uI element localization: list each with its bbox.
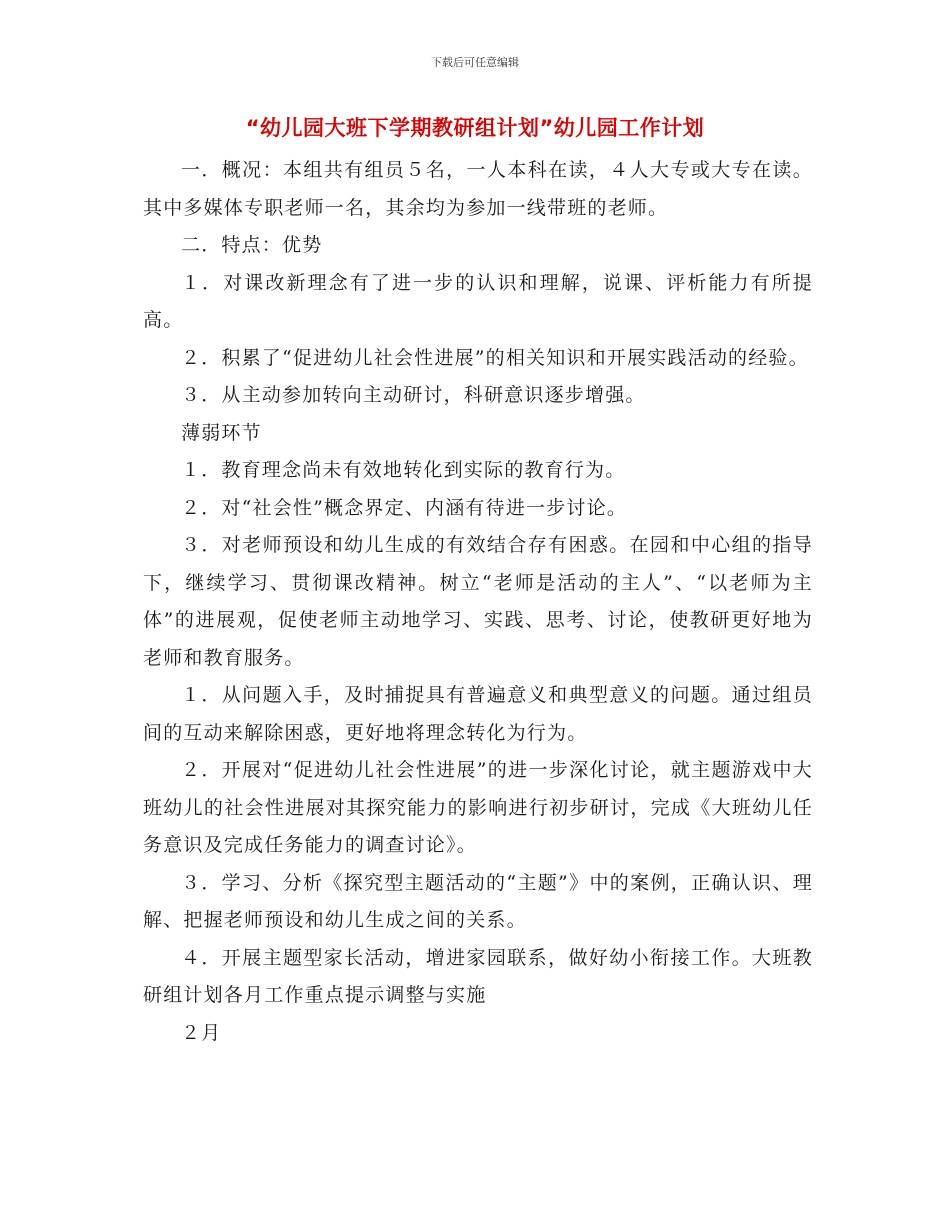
paragraph-task-2: ２．开展对“促进幼儿社会性进展”的进一步深化讨论，就主题游戏中大班幼儿的社会性进展对其探究能力的影响进行初步研讨，完成《大班幼儿任务意识及完成任务能力的调查讨论》。 <box>143 759 813 856</box>
paragraph-weakness-3: ３．对老师预设和幼儿生成的有效结合存有困惑。在园和中心组的指导下，继续学习、贯彻课改精神。树立“老师是活动的主人”、“以老师为主体”的进展观，促使老师主动地学习、实践、思考、讨论，使教研更好地为老师和教育服务。 <box>143 534 813 669</box>
paragraph-overview: 一．概况：本组共有组员５名，一人本科在读，４人大专或大专在读。其中多媒体专职老师一名，其余均为参加一线带班的老师。 <box>143 159 813 219</box>
paragraph-task-4: ４．开展主题型家长活动，增进家园联系，做好幼小衔接工作。大班教研组计划各月工作重点提示调整与实施 <box>143 946 813 1006</box>
paragraph-strength-2: ２．积累了“促进幼儿社会性进展”的相关知识和开展实践活动的经验。 <box>181 346 809 369</box>
paragraph-weakness-heading: 薄弱环节 <box>181 421 262 444</box>
paragraph-strength-1: １．对课改新理念有了进一步的认识和理解，说课、评析能力有所提高。 <box>143 271 813 331</box>
paragraph-task-3: ３．学习、分析《探究型主题活动的“主题”》中的案例，正确认识、理解、把握老师预设和幼儿生成之间的关系。 <box>143 871 813 931</box>
paragraph-weakness-1: １．教育理念尚未有效地转化到实际的教育行为。 <box>181 459 626 481</box>
header-note: 下载后可任意编辑 <box>431 56 519 69</box>
paragraph-task-1: １．从问题入手，及时捕捉具有普遍意义和典型意义的问题。通过组员间的互动来解除困惑，更好地将理念转化为行为。 <box>143 684 813 744</box>
paragraph-weakness-2: ２．对“社会性”概念界定、内涵有待进一步讨论。 <box>181 496 628 519</box>
paragraph-features-heading: 二．特点：优势 <box>181 234 323 256</box>
document-body <box>143 152 813 1052</box>
paragraph-strength-3: ３．从主动参加转向主动研讨，科研意识逐步增强。 <box>181 384 646 406</box>
document-title: “幼儿园大班下学期教研组计划”幼儿园工作计划 <box>245 116 705 140</box>
paragraph-month-february: ２月 <box>181 1021 222 1044</box>
